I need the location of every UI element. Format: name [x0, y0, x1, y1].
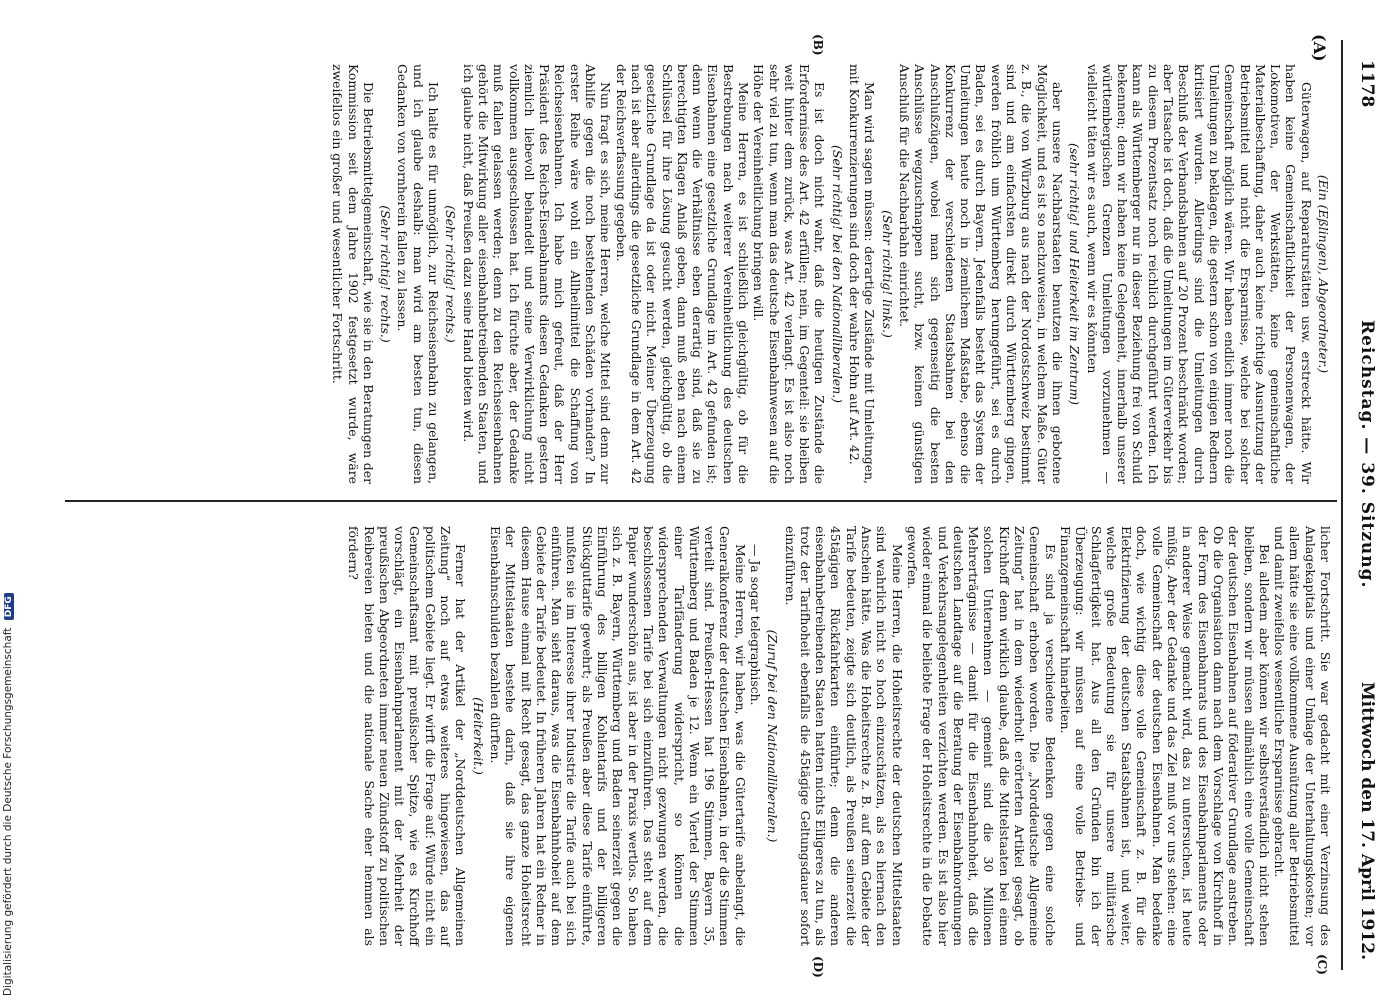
- column-divider: [65, 500, 1337, 502]
- paragraph: Meine Herren, es ist schließlich gleichgültig, ob für die Bestrebungen nach weiterer Vereinheitlichung des deutschen Eisenbahnen eine gesetzliche Grundlage im Art. 42 gefunden ist; denn wenn die Verhältnisse eben derartig sind, daß sie zu berechtigten Klagen Anlaß geben, dann muß eben nach einem Schlüssel für ihre Lösung gesucht werden, gleichgültig, ob die gesetzliche Grundlage da ist oder nicht. Meiner Überzeugung nach ist aber allerdings die gesetzliche Grundlage in dem Art. 42 der Reichsverfassung gegeben.: [613, 64, 752, 484]
- interjection: (Sehr richtig! rechts.): [443, 205, 459, 343]
- paragraph: Ferner hat der Artikel der „Norddeutschen Allgemeinen Zeitung“ noch auf etwas weiteres hingewiesen, das auf politischem Gebiete liegt. Er wirft die Frage auf: Würde nicht ein Gemeinschaftsamt mit preußischer Spitze, wie es Kirchhoff vorschlägt, ein Eisenbahnparlament mit der Mehrheit der preußischen Abgeordneten immer neuen Zündstoff zu politischen Reibereien bieten und die nationale Sache eher hemmen als fördern?: [346, 526, 469, 946]
- header-date: Mittwoch den 17. April 1912.: [1357, 681, 1377, 960]
- interjection: (Zuruf bei den Nationalliberalen.): [765, 629, 781, 843]
- margin-letter-c: (C): [1315, 954, 1329, 975]
- dfg-logo: DFG: [4, 593, 14, 620]
- margin-letter-b: (B): [811, 34, 825, 56]
- interjection: (sehr richtig! und Heiterkeit im Zentrum): [1067, 143, 1083, 405]
- right-text-column: [346, 526, 1333, 946]
- paragraph: licher Fortschritt. Sie war gedacht mit einer Verzinsung des Anlagekapitals und einer Umlage der Unterhaltungskosten; vor allem hätte sie eine vollkommene Ausnützung aller Betriebsmittel und damit zweifellos wesentliche Ersparnisse gebracht.: [1272, 526, 1333, 946]
- interjection: (Heiterkeit.): [470, 697, 486, 775]
- interjection: (Sehr richtig! rechts.): [378, 205, 394, 343]
- paragraph: Meine Herren, wir haben, was die Gütertarife anbelangt, die Generalkonferenz der deutschen Eisenbahnen, in der die Stimmen verteilt sind. Preußen-Hessen hat 196 Stimmen, Bayern 35, Württemberg und Baden je 12. Wenn ein Viertel der Stimmen einer Tarifänderung widerspricht, so können die widersprechenden Verwaltungen nicht gezwungen werden, die beschlossenen Tarife bei sich einzuführen. Das steht auf dem Papier wunderschön aus, ist aber in der Praxis wertlos. So haben sich z. B. Bayern, Württemberg und Baden seinerzeit gegen die Einführung des billigen Kohlentarifs und der billigeren Stückguttarife gewehrt; als Preußen aber diese Tarife einführte, mußten sie im Interesse ihrer Industrie die Tarife auch bei sich einführen. Man sieht daraus, was die Eisenbahnhoheit auf dem Gebiete der Tarife bedeutet. In früheren Jahren hat ein Redner in diesem Hause einmal mit Recht gesagt, das ganze Hoheitsrecht der Mittelstaaten bestehe darin, daß sie ihre eigenen Eisenbahnschulden bezahlen dürften.: [487, 526, 748, 946]
- paragraph: — Ja sogar telegraphisch.: [748, 544, 764, 706]
- dfg-footer: [2, 0, 20, 996]
- paragraph: Man wird sagen müssen: derartige Zustände mit Umleitungen, mit Konkurrenzierungen sind doch der wahre Hohn auf Art. 42.: [847, 64, 878, 484]
- paragraph: Bei alledem aber können wir selbstverständlich nicht stehen bleiben, sondern wir müssen allmählich eine volle Gemeinschaft der deutschen Eisenbahnen auf föderativer Grundlage anstreben. Ob die Organisation dann nach dem Vorschlage von Kirchhoff in der Form des Eisenbahnrats und des Eisenbahnparlaments oder in anderer Weise gemacht wird, das zu untersuchen, ist heute müßig. Aber der Gedanke und das Ziel muß vor uns stehen: eine volle Gemeinschaft der deutschen Eisenbahnen. Man bedenke doch, wie wichtig diese volle Gemeinschaft z. B. für die Elektrifizierung der deutschen Staatsbahnen ist, und weiter, welche große Bedeutung sie für unsere militärische Schlagfertigkeit hat. Aus all den Gründen bin ich der Überzeugung: wir müssen auf eine volle Betriebs- und Finanzgemeinschaft hinarbeiten.: [1057, 526, 1272, 946]
- paragraph: Die Betriebsmittelgemeinschaft, wie sie in den Beratungen der Kommission seit dem Jahre 1902 festgesetzt wurde, wäre zweifellos ein großer und wesentlicher Fortschritt.: [330, 64, 376, 484]
- interjection: (Sehr richtig! links.): [879, 210, 895, 338]
- paragraph: Güterwagen, auf Reparaturstätten usw. erstreckt hätte. Wir haben keine Gemeinschaftlichkeit der Personenwagen, der Lokomotiven, der Werkstätten, keine gemeinschaftliche Materialbeschaffung, daher auch keine richtige Ausnutzung der Betriebsmittel und nicht die Ersparnisse, welche bei solcher Gemeinschaft möglich wären. Wir haben endlich immer noch die Umleitungen zu beklagen, die gestern schon von einigen Rednern kritisiert wurden. Allerdings sind die Umleitungen durch Beschluß der Verbandsbahnen auf 20 Prozent beschränkt worden; aber Tatsache ist doch, daß die Umleitungen im Güterverkehr bis zu diesem Prozentsatz noch reichlich durchgeführt werden. Ich kann als Württemberger nur in dieser Beziehung frei von Schuld bekennen; denn wir haben keine Gelegenheit, innerhalb unserer württembergischen Grenzen Umleitungen vorzunehmen — vielleicht täten wir es auch, wenn wir es könnten: [1084, 64, 1314, 484]
- left-text-column: [330, 64, 1333, 484]
- paragraph: Es sind ja verschiedene Bedenken gegen eine solche Gemeinschaft erhoben worden. Die „Norddeutsche Allgemeine Zeitung“ hat in dem wiederholt erörterten Artikel gesagt, ob Kirchhoff denn wirklich glaube, daß die Mittelstaaten bei einem solchen Unternehmen — gemeint sind die 30 Millionen Mehrerträgnisse — damit für die Eisenbahnhoheit, daß die deutschen Landtage auf die Beratung der Eisenbahnordnungen und Verkehrsangelegenheiten verzichten werden. Es ist also hier wieder einmal die beliebte Frage der Hoheitsrechte in die Debatte geworfen.: [904, 526, 1058, 946]
- header-rule: [1341, 40, 1343, 970]
- paragraph: aber unsere Nachbarstaaten benutzen die ihnen gebotene Möglichkeit, und es ist so nachzuweisen, in welchem Maße. Güter z. B., die von Würzburg aus nach der Nordostschweiz bestimmt sind und am einfachsten direkt durch Württemberg gingen, werden fröhlich um Württemberg herumgeführt, sei es durch Baden, sei es durch Bayern. Jedenfalls besteht das System der Umleitungen heute noch in ziemlichem Maßstabe, ebenso die Konkurrenz der verschiedenen Staatsbahnen bei den Anschlußzügen, wobei man sich gegenseitig die besten Anschlüsse wegzuschnappen sucht, bzw. keinen günstigen Anschluß für die Nachbarbahn einrichtet.: [896, 64, 1065, 484]
- paragraph: Ich halte es für unmöglich, zur Reichseisenbahn zu gelangen, und ich glaube deshalb: man wird am besten tun, diesen Gedanken von vornherein fallen zu lassen.: [395, 64, 442, 484]
- margin-letter-a: (A): [1310, 34, 1329, 62]
- paragraph: Meine Herren, die Hoheitsrechte der deutschen Mittelstaaten sind wahrlich nicht so hoch einzuschätzen, als es hiernach den Anschein hätte. Was die Hoheitsrechte z. B. auf dem Gebiete der Tarife bedeuten, zeigte sich deutlich, als Preußen seinerzeit die 45tägigen Rückfahrkarten einführte; denn die anderen eisenbahnbetreibenden Staaten hatten nichts Eiligeres zu tun, als trotz der Tarifhoheit ebenfalls die 45tägige Geltungsdauer sofort einzuführen.: [782, 526, 905, 946]
- page-header: [1345, 20, 1383, 980]
- paragraph: Nun fragt es sich, meine Herren, welche Mittel sind denn zur Abhilfe gegen die noch bestehenden Schäden vorhanden? In erster Reihe wäre wohl ein Allheilmittel die Schaffung von Reichseisenbahnen. Ich habe mich gefreut, daß der Herr Präsident des Reichs-Eisenbahnamts diesen Gedanken gestern ziemlich liebevoll behandelt und seine Verwirklichung nicht vollkommen ausgeschlossen hat. Ich fürchte aber, der Gedanke muß fallen gelassen werden; denn zu den Reichseisenbahnen gehört die Mitwirkung aller eisenbahnbetreibenden Staaten, und ich glaube nicht, daß Preußen dazu seine Hand bieten wird.: [460, 64, 614, 484]
- interjection: (Ein (Eßlingen), Abgeordneter.): [1316, 174, 1331, 374]
- interjection: (Sehr richtig! bei den Nationalliberalen.): [829, 145, 845, 403]
- rotated-page: [25, 20, 1383, 980]
- margin-letter-d: (D): [811, 956, 825, 978]
- header-title: Reichstag. — 39. Sitzung.: [1357, 320, 1377, 589]
- page-number: 1178: [1357, 60, 1377, 108]
- footer-text: Digitalisierung gefördert durch die Deutsche Forschungsgemeinschaft: [2, 627, 14, 996]
- paragraph: Es ist doch nicht wahr, daß die heutigen Zustände die Erfordernisse des Art. 42 erfüllen; nein, im Gegenteil: sie bleiben weit hinter dem zurück, was Art. 42 verlangt. Es ist also noch sehr viel zu tun, wenn man das deutsche Eisenbahnwesen auf die Höhe der Vereinheitlichung bringen will.: [751, 64, 828, 484]
